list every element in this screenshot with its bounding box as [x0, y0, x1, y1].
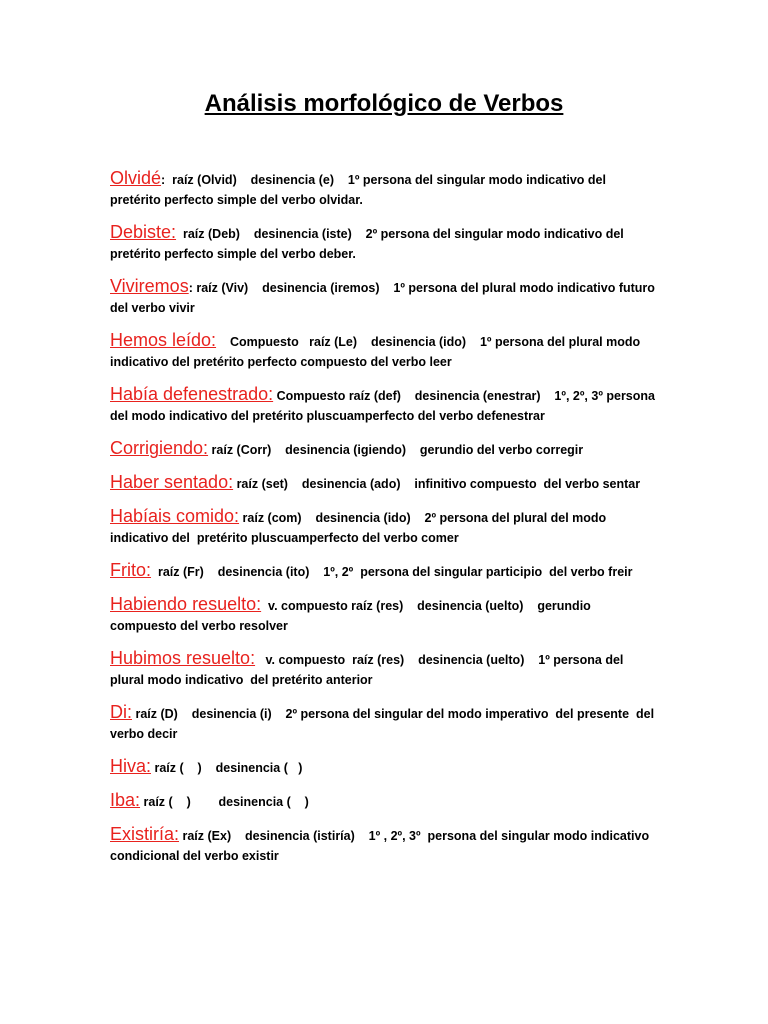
verb-analysis: : raíz (Olvid) desinencia (e) 1º persona del singular modo indicativo del pretérito perfecto simple del verbo olvidar. [110, 173, 610, 207]
verb-entry [110, 438, 660, 460]
verb-term: Hubimos resuelto: [110, 648, 256, 668]
verb-term: Iba: [110, 790, 141, 810]
verb-term: Hiva: [110, 756, 152, 776]
verb-entry [110, 330, 660, 372]
verb-analysis: raíz (D) desinencia (i) 2º persona del singular del modo imperativo del presente del verbo decir [110, 707, 658, 741]
verb-entry [110, 756, 660, 778]
verb-entry [110, 276, 660, 318]
verb-term: Existiría: [110, 824, 180, 844]
verb-analysis: raíz ( ) desinencia ( ) [151, 761, 303, 775]
verb-entry [110, 472, 660, 494]
verb-entry [110, 594, 660, 636]
verb-term: Corrigiendo: [110, 438, 209, 458]
verb-term: Había defenestrado: [110, 384, 274, 404]
verb-entry [110, 648, 660, 690]
verb-term: Frito: [110, 560, 152, 580]
verb-term: Viviremos [110, 276, 189, 296]
verb-term: Habíais comido: [110, 506, 240, 526]
verb-term: Haber sentado: [110, 472, 234, 492]
verb-analysis: raíz ( ) desinencia ( ) [140, 795, 309, 809]
verb-analysis: raíz (Deb) desinencia (iste) 2º persona del singular modo indicativo del pretérito perfecto simple del verbo deber. [110, 227, 628, 261]
verb-term: Di: [110, 702, 132, 722]
verb-entry [110, 560, 660, 582]
verb-analysis: raíz (Corr) desinencia (igiendo) gerundio del verbo corregir [208, 443, 584, 457]
verb-term: Hemos leído: [110, 330, 217, 350]
verb-term: Debiste: [110, 222, 177, 242]
verb-list [110, 168, 660, 878]
verb-entry [110, 790, 660, 812]
verb-entry [110, 168, 660, 210]
verb-analysis: raíz (Ex) desinencia (istiría) 1º , 2º, 3º persona del singular modo indicativo condicional del verbo existir [110, 829, 653, 863]
verb-entry [110, 506, 660, 548]
page-title: Análisis morfológico de Verbos [204, 90, 564, 117]
verb-analysis: Compuesto raíz (Le) desinencia (ido) 1º persona del plural modo indicativo del pretérito perfecto compuesto del verbo leer [110, 335, 644, 369]
verb-analysis: v. compuesto raíz (res) desinencia (uelto) gerundio compuesto del verbo resolver [110, 599, 595, 633]
verb-analysis: raíz (com) desinencia (ido) 2º persona del plural del modo indicativo del pretérito pluscuamperfecto del verbo comer [110, 511, 610, 545]
verb-analysis: : raíz (Viv) desinencia (iremos) 1º persona del plural modo indicativo futuro del verbo vivir [110, 281, 659, 315]
verb-entry [110, 222, 660, 264]
verb-entry [110, 384, 660, 426]
verb-entry [110, 824, 660, 866]
verb-analysis: raíz (set) desinencia (ado) infinitivo compuesto del verbo sentar [233, 477, 641, 491]
verb-analysis: Compuesto raíz (def) desinencia (enestrar) 1º, 2º, 3º persona del modo indicativo del pretérito pluscuamperfecto del verbo defenestrar [110, 389, 659, 423]
verb-term: Habiendo resuelto: [110, 594, 262, 614]
verb-analysis: v. compuesto raíz (res) desinencia (uelto) 1º persona del plural modo indicativo del pretérito anterior [110, 653, 627, 687]
verb-analysis: raíz (Fr) desinencia (ito) 1º, 2º persona del singular participio del verbo freir [151, 565, 633, 579]
verb-term: Olvidé [110, 168, 162, 188]
verb-entry [110, 702, 660, 744]
